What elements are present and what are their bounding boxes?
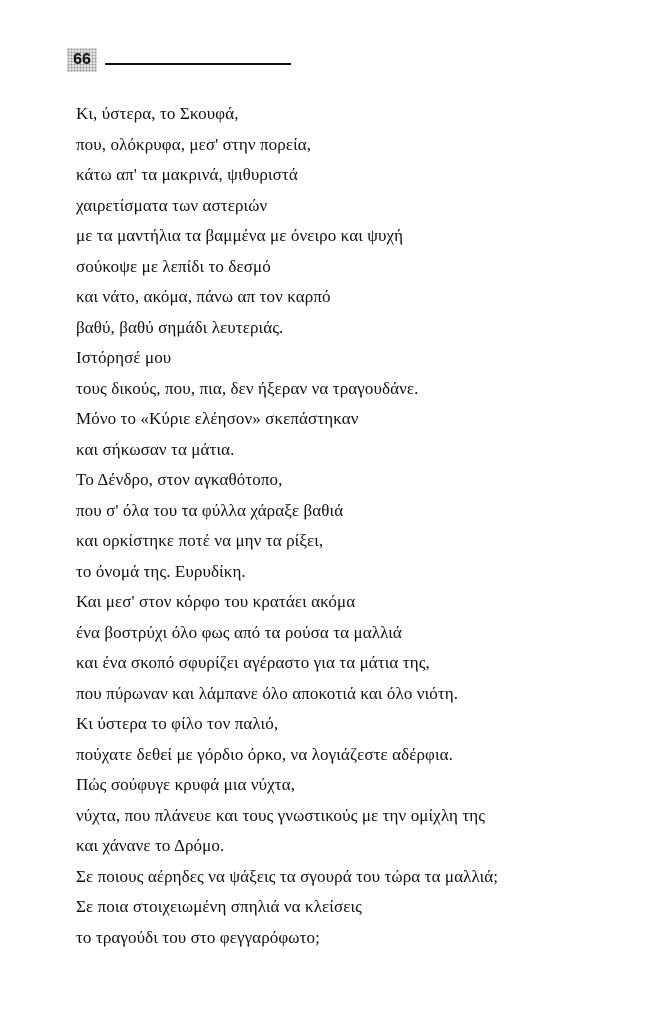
poem-line: πούχατε δεθεί με γόρδιο όρκο, να λογιάζεστε αδέρφια.: [76, 744, 453, 764]
poem-line: και νάτο, ακόμα, πάνω απ τον καρπό: [76, 287, 331, 306]
poem-line: νύχτα, που πλάνευε και τους γνωστικούς με την ομίχλη της: [76, 805, 486, 825]
page-header: [67, 48, 307, 74]
header-rule: [105, 63, 291, 65]
poem-line: Πώς σούφυγε κρυφά μια νύχτα,: [76, 775, 296, 794]
poem-line: το όνομά της. Ευρυδίκη.: [76, 561, 246, 581]
poem-line: με τα μαντήλια τα βαμμένα με όνειρο και ψυχή: [76, 226, 404, 245]
poem-line: Και μεσ' στον κόρφο του κρατάει ακόμα: [76, 592, 356, 611]
poem-line: και ένα σκοπό σφυρίζει αγέραστο για τα μάτια της,: [76, 653, 430, 672]
poem-line: Ιστόρησέ μου: [76, 348, 172, 367]
poem-line: που πύρωναν και λάμπανε όλο αποκοτιά και όλο νιότη.: [76, 683, 459, 703]
poem-line: και ορκίστηκε ποτέ να μην τα ρίξει,: [76, 531, 324, 550]
poem-line: Το Δένδρο, στον αγκαθότοπο,: [76, 470, 283, 489]
poem-line: Κι, ύστερα, το Σκουφά,: [76, 104, 239, 123]
poem-line: βαθύ, βαθύ σημάδι λευτεριάς.: [76, 317, 284, 337]
poem-line: Σε ποιους αέρηδες να ψάξεις τα σγουρά του τώρα τα μαλλιά;: [76, 866, 499, 886]
poem-line: και σήκωσαν τα μάτια.: [76, 439, 235, 459]
poem-line: Κι ύστερα το φίλο τον παλιό,: [76, 714, 279, 733]
poem-line: το τραγούδι του στο φεγγαρόφωτο;: [76, 927, 320, 947]
page-number: 66: [67, 48, 97, 72]
poem-line: και χάνανε το Δρόμο.: [76, 836, 225, 855]
poem-line: που, ολόκρυφα, μεσ' στην πορεία,: [76, 134, 312, 154]
poem-line: ένα βοστρύχι όλο φως από τα ρούσα τα μαλλιά: [76, 622, 402, 642]
poem-body: [76, 99, 646, 953]
poem-line: κάτω απ' τα μακρινά, ψιθυριστά: [76, 165, 298, 184]
poem-line: τους δικούς, που, πια, δεν ήξεραν να τραγουδάνε.: [76, 378, 419, 398]
poem-line: Μόνο το «Κύριε ελέησον» σκεπάστηκαν: [76, 409, 359, 428]
poem-line: που σ' όλα του τα φύλλα χάραξε βαθιά: [76, 500, 344, 520]
poem-line: σούκοψε με λεπίδι το δεσμό: [76, 256, 271, 276]
poem-line: Σε ποια στοιχειωμένη σπηλιά να κλείσεις: [76, 897, 362, 916]
poem-line: χαιρετίσματα των αστεριών: [76, 195, 268, 215]
